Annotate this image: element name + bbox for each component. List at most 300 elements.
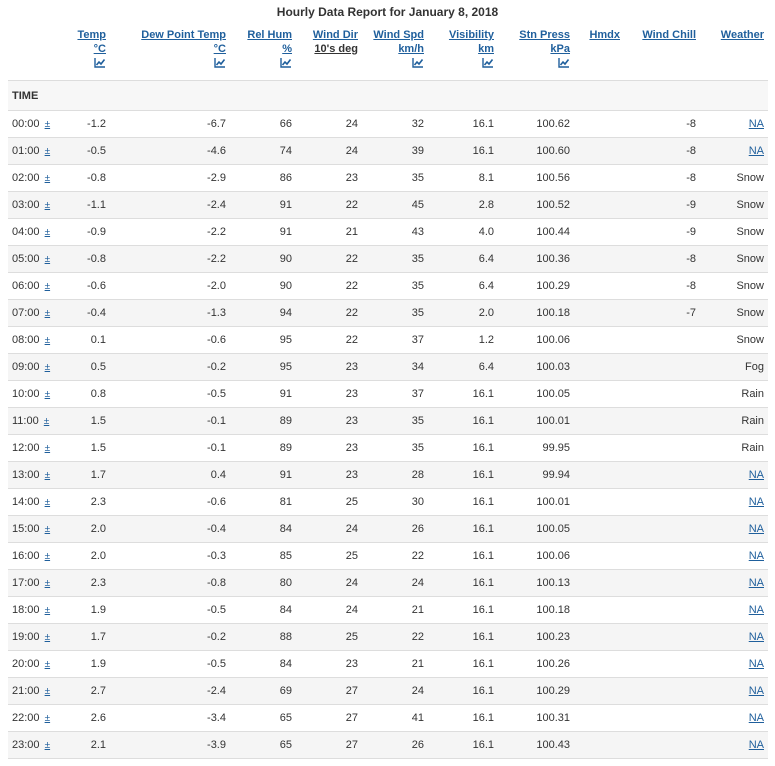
table-row	[8, 732, 768, 759]
cell-hmdx	[574, 192, 624, 219]
time-label: 08:00	[12, 334, 40, 346]
hour-detail-link[interactable]: ±	[44, 443, 51, 454]
cell-wdir: 25	[296, 543, 362, 570]
cell-rh: 95	[230, 327, 296, 354]
time-label: 14:00	[12, 496, 40, 508]
cell-temp: -0.6	[68, 273, 110, 300]
cell-press: 100.36	[498, 246, 574, 273]
cell-chill	[624, 678, 700, 705]
cell-wx: Rain	[700, 408, 768, 435]
cell-wdir: 22	[296, 192, 362, 219]
cell-wspd: 35	[362, 165, 428, 192]
cell-dew: -2.4	[110, 192, 230, 219]
cell-press: 100.13	[498, 570, 574, 597]
cell-chill	[624, 489, 700, 516]
cell-hmdx	[574, 246, 624, 273]
time-label: 02:00	[12, 172, 40, 184]
cell-vis: 16.1	[428, 678, 498, 705]
cell-chill	[624, 408, 700, 435]
hour-detail-link[interactable]: ±	[44, 200, 51, 211]
cell-dew: -0.5	[110, 381, 230, 408]
time-cell	[8, 219, 68, 246]
cell-wx	[700, 111, 768, 138]
column-label-dew[interactable]: Dew Point Temp	[141, 29, 226, 41]
table-row	[8, 570, 768, 597]
time-cell	[8, 138, 68, 165]
cell-rh: 81	[230, 489, 296, 516]
cell-rh: 80	[230, 570, 296, 597]
cell-chill: -9	[624, 192, 700, 219]
cell-press: 100.29	[498, 678, 574, 705]
cell-wspd: 39	[362, 138, 428, 165]
cell-temp: 2.3	[68, 570, 110, 597]
time-label: 04:00	[12, 226, 40, 238]
cell-hmdx	[574, 462, 624, 489]
table-row	[8, 408, 768, 435]
time-label: 16:00	[12, 550, 40, 562]
cell-vis: 16.1	[428, 435, 498, 462]
cell-chill	[624, 570, 700, 597]
cell-rh: 91	[230, 462, 296, 489]
column-header-chill[interactable]	[624, 28, 700, 81]
cell-wx	[700, 489, 768, 516]
hour-detail-link[interactable]: ±	[44, 308, 51, 319]
cell-temp: 2.3	[68, 489, 110, 516]
table-row	[8, 678, 768, 705]
cell-press: 100.26	[498, 651, 574, 678]
line-chart-icon[interactable]	[412, 57, 424, 68]
cell-press: 100.23	[498, 624, 574, 651]
cell-hmdx	[574, 516, 624, 543]
cell-temp: -0.4	[68, 300, 110, 327]
cell-wdir: 23	[296, 435, 362, 462]
report-title: Hourly Data Report for January 8, 2018	[276, 5, 499, 19]
time-label: 07:00	[12, 307, 40, 319]
cell-wspd: 43	[362, 219, 428, 246]
cell-wdir: 27	[296, 732, 362, 759]
cell-chill: -8	[624, 138, 700, 165]
time-col-spacer	[8, 28, 68, 81]
cell-wdir: 24	[296, 597, 362, 624]
cell-wx	[700, 138, 768, 165]
cell-rh: 90	[230, 246, 296, 273]
cell-vis: 16.1	[428, 543, 498, 570]
cell-vis: 6.4	[428, 246, 498, 273]
cell-chill	[624, 516, 700, 543]
line-chart-icon[interactable]	[558, 57, 570, 68]
cell-chill	[624, 624, 700, 651]
column-unit-press: kPa	[550, 43, 570, 55]
time-cell	[8, 435, 68, 462]
cell-temp: 0.1	[68, 327, 110, 354]
cell-wx	[700, 624, 768, 651]
cell-rh: 84	[230, 516, 296, 543]
cell-vis: 16.1	[428, 705, 498, 732]
cell-press: 100.60	[498, 138, 574, 165]
cell-wdir: 22	[296, 327, 362, 354]
cell-vis: 4.0	[428, 219, 498, 246]
time-cell	[8, 597, 68, 624]
cell-rh: 86	[230, 165, 296, 192]
time-cell	[8, 570, 68, 597]
cell-chill	[624, 462, 700, 489]
hour-detail-link[interactable]: ±	[44, 686, 51, 697]
time-cell	[8, 543, 68, 570]
table-row	[8, 192, 768, 219]
cell-dew: -0.1	[110, 435, 230, 462]
time-cell	[8, 165, 68, 192]
cell-dew: -0.4	[110, 516, 230, 543]
cell-rh: 91	[230, 192, 296, 219]
cell-wdir: 23	[296, 408, 362, 435]
cell-wx	[700, 651, 768, 678]
time-label: 05:00	[12, 253, 40, 265]
cell-rh: 90	[230, 273, 296, 300]
line-chart-icon[interactable]	[214, 57, 226, 68]
cell-wx: Snow	[700, 192, 768, 219]
cell-wdir: 25	[296, 489, 362, 516]
hour-detail-link[interactable]: ±	[44, 605, 51, 616]
time-label: 01:00	[12, 145, 40, 157]
cell-rh: 89	[230, 435, 296, 462]
table-row	[8, 435, 768, 462]
weather-na-link[interactable]: NA	[748, 550, 764, 562]
column-header-wdir[interactable]	[296, 28, 362, 81]
cell-wx: Snow	[700, 219, 768, 246]
cell-temp: 1.5	[68, 408, 110, 435]
cell-chill	[624, 327, 700, 354]
time-cell	[8, 300, 68, 327]
hour-detail-link[interactable]: ±	[44, 551, 51, 562]
cell-rh: 84	[230, 597, 296, 624]
column-label-wx[interactable]: Weather	[720, 29, 764, 41]
time-cell	[8, 489, 68, 516]
cell-vis: 16.1	[428, 138, 498, 165]
hour-detail-link[interactable]: ±	[44, 227, 51, 238]
line-chart-icon[interactable]	[280, 57, 292, 68]
cell-wdir: 22	[296, 273, 362, 300]
cell-dew: -0.6	[110, 489, 230, 516]
cell-press: 100.18	[498, 300, 574, 327]
cell-vis: 6.4	[428, 273, 498, 300]
cell-dew: -0.5	[110, 651, 230, 678]
cell-press: 100.18	[498, 597, 574, 624]
cell-wspd: 24	[362, 570, 428, 597]
cell-hmdx	[574, 300, 624, 327]
table-row	[8, 327, 768, 354]
cell-wdir: 23	[296, 165, 362, 192]
cell-vis: 16.1	[428, 111, 498, 138]
cell-hmdx	[574, 705, 624, 732]
cell-wdir: 25	[296, 624, 362, 651]
time-label: 19:00	[12, 631, 40, 643]
time-cell	[8, 408, 68, 435]
cell-vis: 8.1	[428, 165, 498, 192]
cell-vis: 6.4	[428, 354, 498, 381]
cell-wspd: 22	[362, 543, 428, 570]
cell-dew: -2.0	[110, 273, 230, 300]
cell-wdir: 24	[296, 138, 362, 165]
time-label: 18:00	[12, 604, 40, 616]
cell-wspd: 45	[362, 192, 428, 219]
cell-wspd: 28	[362, 462, 428, 489]
time-label: 00:00	[12, 118, 40, 130]
cell-temp: -1.2	[68, 111, 110, 138]
column-header-wspd[interactable]	[362, 28, 428, 81]
table-row	[8, 219, 768, 246]
hour-detail-link[interactable]: ±	[44, 524, 51, 535]
column-label-wspd[interactable]: Wind Spd	[373, 29, 424, 41]
cell-wspd: 41	[362, 705, 428, 732]
table-row	[8, 300, 768, 327]
cell-temp: 2.1	[68, 732, 110, 759]
cell-temp: -0.8	[68, 165, 110, 192]
header-row	[8, 28, 768, 81]
cell-press: 100.06	[498, 543, 574, 570]
cell-wdir: 23	[296, 462, 362, 489]
weather-na-link[interactable]: NA	[748, 739, 764, 751]
cell-press: 100.31	[498, 705, 574, 732]
column-header-press[interactable]	[498, 28, 574, 81]
cell-hmdx	[574, 732, 624, 759]
hour-detail-link[interactable]: ±	[44, 632, 51, 643]
table-row	[8, 138, 768, 165]
hour-detail-link[interactable]: ±	[44, 281, 51, 292]
hour-detail-link[interactable]: ±	[44, 497, 51, 508]
hourly-data-table	[8, 28, 768, 759]
cell-wdir: 22	[296, 300, 362, 327]
hour-detail-link[interactable]: ±	[43, 416, 50, 427]
cell-rh: 91	[230, 381, 296, 408]
cell-vis: 16.1	[428, 408, 498, 435]
cell-hmdx	[574, 273, 624, 300]
cell-press: 100.52	[498, 192, 574, 219]
column-label-temp[interactable]: Temp	[77, 29, 106, 41]
column-unit-temp: °C	[93, 43, 106, 55]
cell-vis: 16.1	[428, 489, 498, 516]
time-label: 23:00	[12, 739, 40, 751]
cell-rh: 69	[230, 678, 296, 705]
time-cell	[8, 192, 68, 219]
cell-wspd: 37	[362, 327, 428, 354]
cell-chill	[624, 381, 700, 408]
weather-na-link[interactable]: NA	[748, 658, 764, 670]
cell-wdir: 24	[296, 570, 362, 597]
cell-hmdx	[574, 651, 624, 678]
cell-press: 100.03	[498, 354, 574, 381]
cell-rh: 65	[230, 705, 296, 732]
weather-na-link[interactable]: NA	[748, 712, 764, 724]
cell-wx: Rain	[700, 435, 768, 462]
cell-wspd: 24	[362, 678, 428, 705]
weather-na-link[interactable]: NA	[748, 631, 764, 643]
column-unit-dew: °C	[213, 43, 226, 55]
cell-temp: -0.9	[68, 219, 110, 246]
cell-hmdx	[574, 165, 624, 192]
cell-vis: 2.8	[428, 192, 498, 219]
cell-temp: 0.8	[68, 381, 110, 408]
cell-wdir: 22	[296, 246, 362, 273]
cell-hmdx	[574, 381, 624, 408]
weather-na-link[interactable]: NA	[748, 604, 764, 616]
time-cell	[8, 651, 68, 678]
cell-wspd: 22	[362, 624, 428, 651]
cell-chill	[624, 597, 700, 624]
time-cell	[8, 111, 68, 138]
column-unit-vis: km	[478, 43, 494, 55]
column-header-wx[interactable]	[700, 28, 768, 81]
weather-na-link[interactable]: NA	[748, 469, 764, 481]
cell-vis: 16.1	[428, 597, 498, 624]
cell-chill: -8	[624, 165, 700, 192]
weather-na-link[interactable]: NA	[748, 685, 764, 697]
hour-detail-link[interactable]: ±	[44, 254, 51, 265]
column-label-rh[interactable]: Rel Hum	[247, 29, 292, 41]
column-header-vis[interactable]	[428, 28, 498, 81]
line-chart-icon[interactable]	[94, 57, 106, 68]
time-cell	[8, 246, 68, 273]
cell-chill: -7	[624, 300, 700, 327]
line-chart-icon[interactable]	[482, 57, 494, 68]
weather-na-link[interactable]: NA	[748, 523, 764, 535]
cell-press: 100.05	[498, 516, 574, 543]
cell-press: 100.05	[498, 381, 574, 408]
cell-rh: 65	[230, 732, 296, 759]
cell-chill: -8	[624, 111, 700, 138]
time-cell	[8, 354, 68, 381]
hour-detail-link[interactable]: ±	[44, 578, 51, 589]
cell-vis: 16.1	[428, 651, 498, 678]
cell-wdir: 23	[296, 651, 362, 678]
table-row	[8, 624, 768, 651]
cell-vis: 2.0	[428, 300, 498, 327]
hour-detail-link[interactable]: ±	[44, 713, 51, 724]
column-label-wdir[interactable]: Wind Dir	[312, 29, 358, 41]
hour-detail-link[interactable]: ±	[44, 146, 51, 157]
hour-detail-link[interactable]: ±	[44, 659, 51, 670]
column-header-hmdx[interactable]	[574, 28, 624, 81]
cell-wspd: 35	[362, 435, 428, 462]
cell-wspd: 32	[362, 111, 428, 138]
column-header-temp[interactable]	[68, 28, 110, 81]
cell-chill: -9	[624, 219, 700, 246]
cell-press: 100.56	[498, 165, 574, 192]
cell-temp: 0.5	[68, 354, 110, 381]
cell-rh: 66	[230, 111, 296, 138]
hour-detail-link[interactable]: ±	[44, 335, 51, 346]
cell-temp: 1.7	[68, 462, 110, 489]
cell-chill	[624, 354, 700, 381]
cell-dew: -0.2	[110, 354, 230, 381]
cell-temp: -0.8	[68, 246, 110, 273]
cell-vis: 1.2	[428, 327, 498, 354]
cell-wx	[700, 597, 768, 624]
cell-press: 100.01	[498, 489, 574, 516]
cell-wdir: 24	[296, 111, 362, 138]
cell-dew: -4.6	[110, 138, 230, 165]
cell-dew: -0.1	[110, 408, 230, 435]
hour-detail-link[interactable]: ±	[44, 470, 51, 481]
cell-vis: 16.1	[428, 624, 498, 651]
time-label: 17:00	[12, 577, 40, 589]
table-row	[8, 354, 768, 381]
weather-na-link[interactable]: NA	[748, 496, 764, 508]
cell-rh: 89	[230, 408, 296, 435]
time-cell	[8, 273, 68, 300]
hour-detail-link[interactable]: ±	[44, 740, 51, 751]
cell-rh: 85	[230, 543, 296, 570]
cell-chill	[624, 543, 700, 570]
time-label: 12:00	[12, 442, 40, 454]
weather-na-link[interactable]: NA	[748, 577, 764, 589]
cell-wspd: 21	[362, 597, 428, 624]
hour-detail-link[interactable]: ±	[44, 389, 51, 400]
cell-wdir: 21	[296, 219, 362, 246]
cell-rh: 91	[230, 219, 296, 246]
cell-wspd: 35	[362, 246, 428, 273]
column-label-chill[interactable]: Wind Chill	[642, 29, 696, 41]
cell-chill	[624, 732, 700, 759]
time-cell	[8, 462, 68, 489]
cell-temp: 1.9	[68, 651, 110, 678]
cell-press: 100.29	[498, 273, 574, 300]
cell-wdir: 24	[296, 516, 362, 543]
table-row	[8, 165, 768, 192]
cell-temp: 2.7	[68, 678, 110, 705]
hour-detail-link[interactable]: ±	[44, 119, 51, 130]
hour-detail-link[interactable]: ±	[44, 362, 51, 373]
time-cell	[8, 624, 68, 651]
time-cell	[8, 327, 68, 354]
cell-press: 100.62	[498, 111, 574, 138]
column-header-rh[interactable]	[230, 28, 296, 81]
cell-wx: Rain	[700, 381, 768, 408]
time-label: 20:00	[12, 658, 40, 670]
cell-hmdx	[574, 408, 624, 435]
cell-chill	[624, 435, 700, 462]
time-cell	[8, 732, 68, 759]
time-label: 22:00	[12, 712, 40, 724]
time-label: 13:00	[12, 469, 40, 481]
cell-wx: Snow	[700, 246, 768, 273]
cell-temp: 2.0	[68, 543, 110, 570]
cell-temp: -1.1	[68, 192, 110, 219]
cell-rh: 95	[230, 354, 296, 381]
table-row	[8, 273, 768, 300]
column-header-dew[interactable]	[110, 28, 230, 81]
cell-hmdx	[574, 138, 624, 165]
cell-wspd: 26	[362, 732, 428, 759]
weather-na-link[interactable]: NA	[748, 118, 764, 130]
column-label-press[interactable]: Stn Press	[519, 29, 570, 41]
cell-wspd: 35	[362, 273, 428, 300]
table-row	[8, 381, 768, 408]
cell-wdir: 27	[296, 678, 362, 705]
column-label-vis[interactable]: Visibility	[448, 29, 494, 41]
cell-wspd: 35	[362, 408, 428, 435]
cell-wx: Snow	[700, 273, 768, 300]
column-label-hmdx[interactable]: Hmdx	[589, 29, 620, 41]
cell-dew: -2.4	[110, 678, 230, 705]
cell-dew: 0.4	[110, 462, 230, 489]
hour-detail-link[interactable]: ±	[44, 173, 51, 184]
column-unit-wdir: 10's deg	[314, 43, 358, 55]
cell-dew: -2.9	[110, 165, 230, 192]
table-row	[8, 597, 768, 624]
cell-chill	[624, 651, 700, 678]
cell-chill	[624, 705, 700, 732]
weather-na-link[interactable]: NA	[748, 145, 764, 157]
